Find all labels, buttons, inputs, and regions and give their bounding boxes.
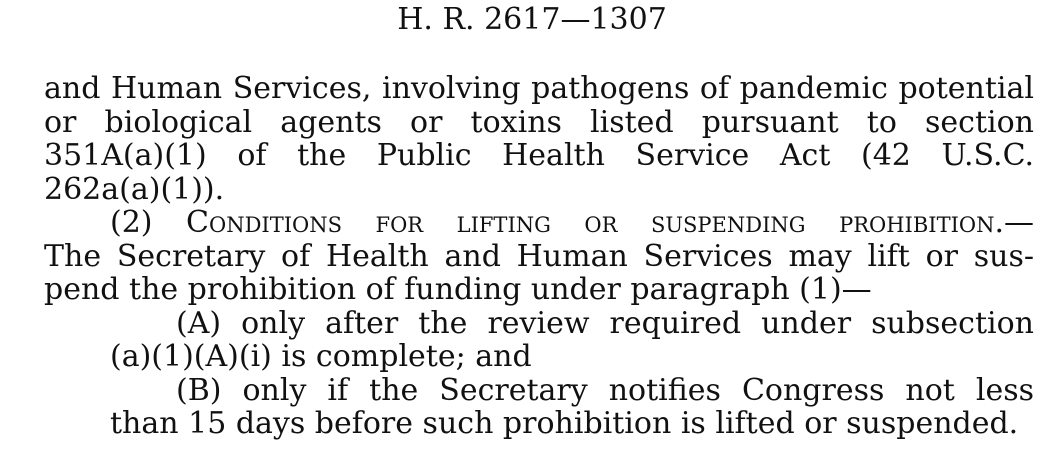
paragraph-1-line-3: 351A(a)(1) of the Public Health Service Act (42 U.S.C. <box>44 138 1034 173</box>
page-header: H. R. 2617—1307 <box>397 2 667 37</box>
paragraph-1-line-2: or biological agents or toxins listed pursuant to section <box>44 104 1034 140</box>
paragraph-2-line-3: pend the prohibition of funding under paragraph (1)— <box>44 272 872 307</box>
paragraph-1-line-4: 262a(a)(1)). <box>44 171 225 207</box>
subparagraph-a-line-2: (a)(1)(A)(i) is complete; and <box>110 339 532 374</box>
paragraph-2-line-2: The Secretary of Health and Human Services may lift or sus- <box>44 238 1034 274</box>
subparagraph-b-line-2: than 15 days before such prohibition is lifted or suspended. <box>110 406 1019 441</box>
subparagraph-b-line-1: (B) only if the Secretary notifies Congress not less <box>176 372 1034 408</box>
subparagraph-a-line-1: (A) only after the review required under subsection <box>176 305 1034 341</box>
paragraph-1-line-1: and Human Services, involving pathogens of pandemic potential <box>44 71 1034 106</box>
document-body <box>44 72 1034 441</box>
paragraph-2-heading: (2) Conditions for lifting or suspending prohibition.— <box>110 205 1034 240</box>
